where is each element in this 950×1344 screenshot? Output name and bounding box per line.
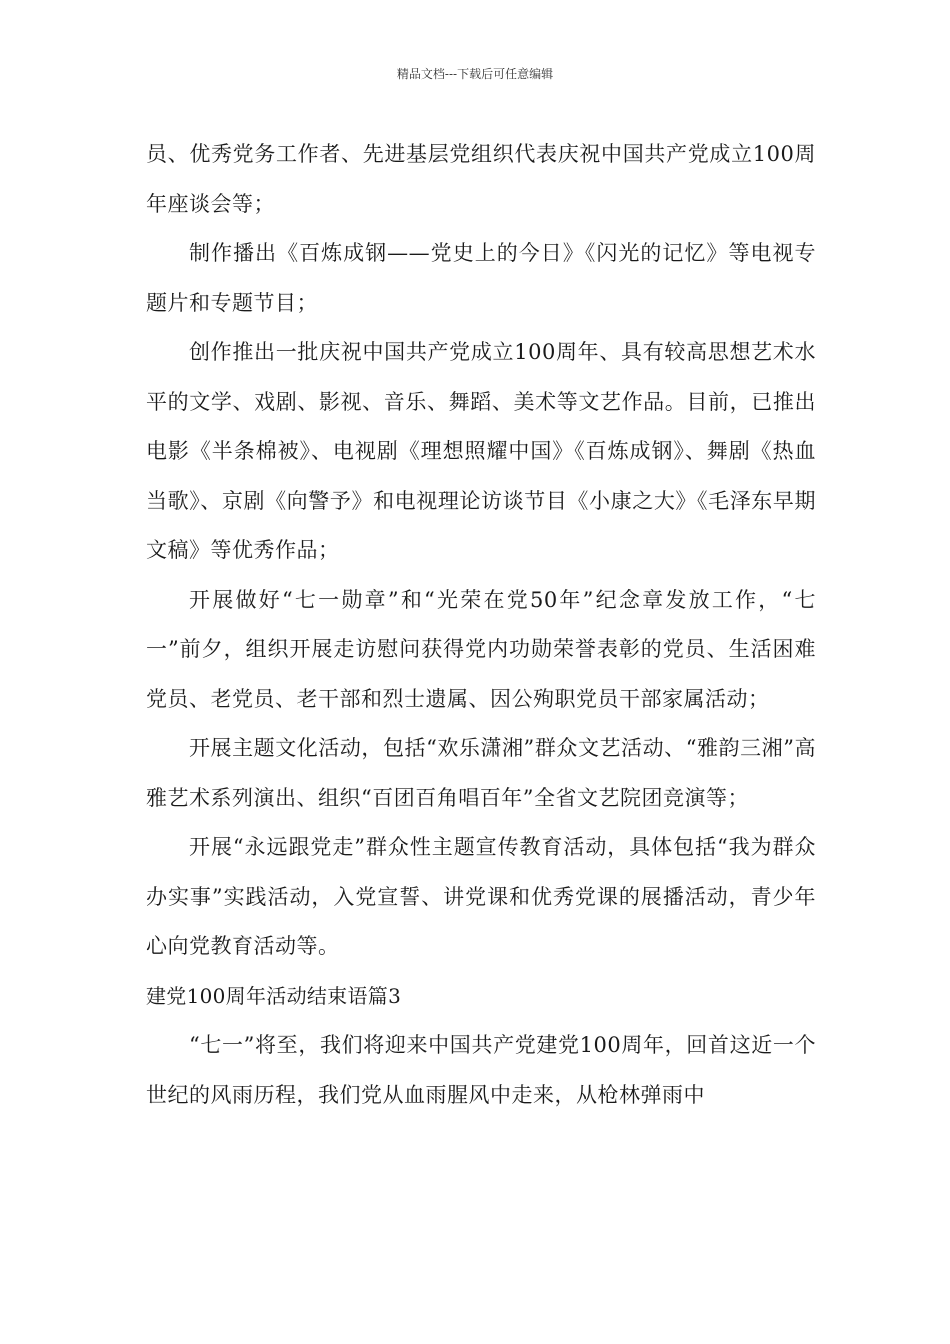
page-header: 精品文档---下载后可任意编辑 [396, 67, 554, 81]
paragraph-1: 员、优秀党务工作者、先进基层党组织代表庆祝中国共产党成立100周年座谈会等； [146, 142, 816, 216]
section-heading: 建党100周年活动结束语篇3 [146, 983, 402, 1008]
paragraph-6: 开展“永远跟党走”群众性主题宣传教育活动，具体包括“我为群众办实事”实践活动，入党宣誓、讲党课和优秀党课的展播活动，青少年心向党教育活动等。 [146, 835, 816, 958]
closing-paragraph: “七一”将至，我们将迎来中国共产党建党100周年，回首这近一个世纪的风雨历程，我们党从血雨腥风中走来，从枪林弹雨中 [146, 1033, 816, 1107]
paragraph-4: 开展做好“七一勋章”和“光荣在党50年”纪念章发放工作，“七一”前夕，组织开展走访慰问获得党内功勋荣誉表彰的党员、生活困难党员、老党员、老干部和烈士遗属、因公殉职党员干部家属活动； [146, 587, 816, 711]
document-body [146, 130, 816, 1120]
paragraph-2: 制作播出《百炼成钢——党史上的今日》《闪光的记忆》等电视专题片和专题节目； [146, 241, 816, 315]
paragraph-3: 创作推出一批庆祝中国共产党成立100周年、具有较高思想艺术水平的文学、戏剧、影视、音乐、舞蹈、美术等文艺作品。目前，已推出电影《半条棉被》、电视剧《理想照耀中国》《百炼成钢》、舞剧《热血当歌》、京剧《向警予》和电视理论访谈节目《小康之大》《毛泽东早期文稿》等优秀作品； [146, 340, 816, 562]
paragraph-5: 开展主题文化活动，包括“欢乐潇湘”群众文艺活动、“雅韵三湘”高雅艺术系列演出、组织“百团百角唱百年”全省文艺院团竞演等； [146, 736, 816, 810]
